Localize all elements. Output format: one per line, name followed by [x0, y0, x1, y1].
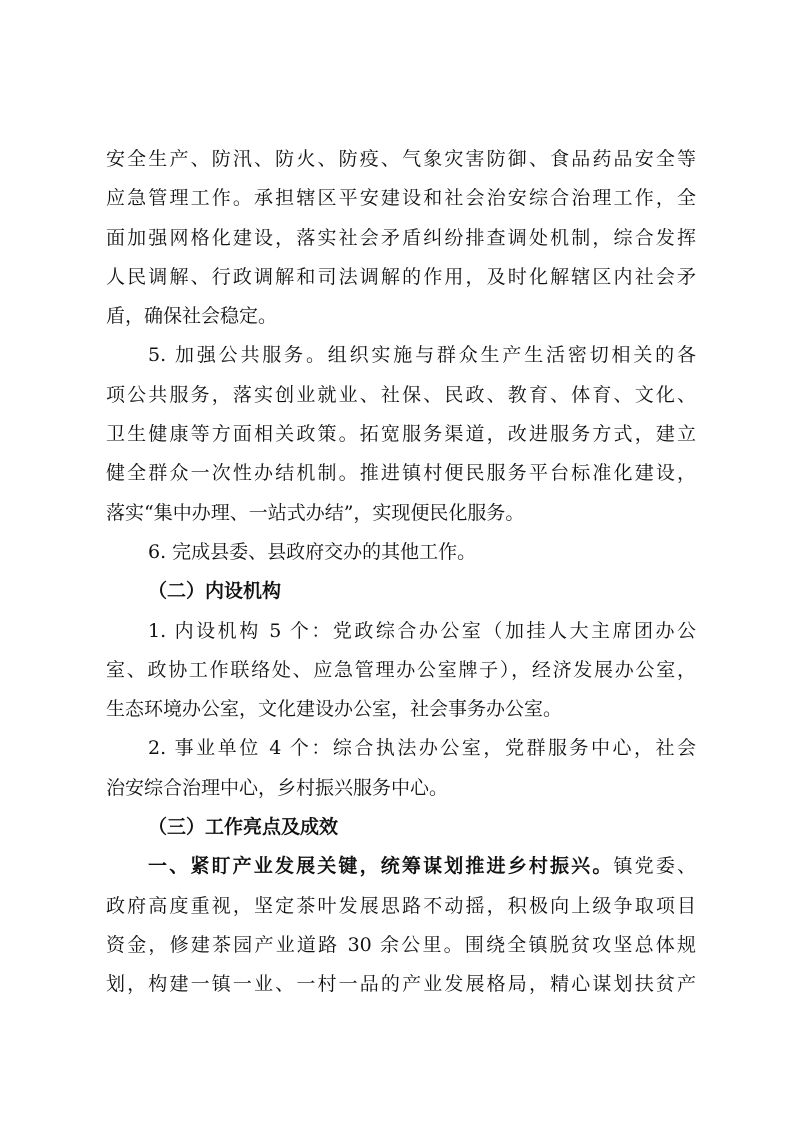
section-heading-highlights: （三）工作亮点及成效 — [148, 816, 339, 839]
body-text-line: 划，构建一镇一业、一村一品的产业发展格局，精心谋划扶贫产 — [106, 973, 696, 996]
body-text-line: 政府高度重视，坚定茶叶发展思路不动摇，积极向上级争取项目 — [106, 894, 696, 917]
body-text-line — [106, 847, 696, 886]
body-text-line: 面加强网格化建设，落实社会矛盾纠纷排查调处机制，综合发挥 — [106, 226, 696, 249]
body-text-line: 资金，修建茶园产业道路 30 余公里。围绕全镇脱贫攻坚总体规 — [106, 933, 696, 956]
body-text-line: 生态环境办公室，文化建设办公室，社会事务办公室。 — [106, 698, 563, 721]
body-text-line: 室、政协工作联络处、应急管理办公室牌子），经济发展办公室， — [106, 658, 696, 681]
body-text-line: 6. 完成县委、县政府交办的其他工作。 — [148, 540, 477, 563]
body-text-line: 2. 事业单位 4 个：综合执法办公室，党群服务中心，社会 — [148, 737, 696, 760]
body-text-line: 健全群众一次性办结机制。推进镇村便民服务平台标准化建设， — [106, 462, 696, 485]
body-text-line: 治安综合治理中心，乡村振兴服务中心。 — [106, 776, 449, 799]
body-text-span: 镇党委、 — [613, 855, 696, 878]
bold-lead-sentence: 一、紧盯产业发展关键，统筹谋划推进乡村振兴。 — [148, 855, 614, 878]
body-text-line: 1. 内设机构 5 个：党政综合办公室（加挂人大主席团办公 — [148, 619, 696, 642]
body-text-line: 卫生健康等方面相关政策。拓宽服务渠道，改进服务方式，建立 — [106, 423, 696, 446]
body-text-line: 盾，确保社会稳定。 — [106, 305, 278, 328]
body-text-line: 项公共服务，落实创业就业、社保、民政、教育、体育、文化、 — [106, 383, 696, 406]
body-text-line: 5. 加强公共服务。组织实施与群众生产生活密切相关的各 — [148, 344, 696, 367]
body-text-line: 人民调解、行政调解和司法调解的作用，及时化解辖区内社会矛 — [106, 265, 696, 288]
body-text-line: 落实“集中办理、一站式办结”，实现便民化服务。 — [106, 501, 525, 524]
body-text-line: 安全生产、防汛、防火、防疫、气象灾害防御、食品药品安全等 — [106, 148, 696, 170]
body-text-line: 应急管理工作。承担辖区平安建设和社会治安综合治理工作，全 — [106, 187, 696, 210]
document-page — [106, 140, 696, 1005]
section-heading-internal-structure: （二）内设机构 — [148, 580, 282, 603]
